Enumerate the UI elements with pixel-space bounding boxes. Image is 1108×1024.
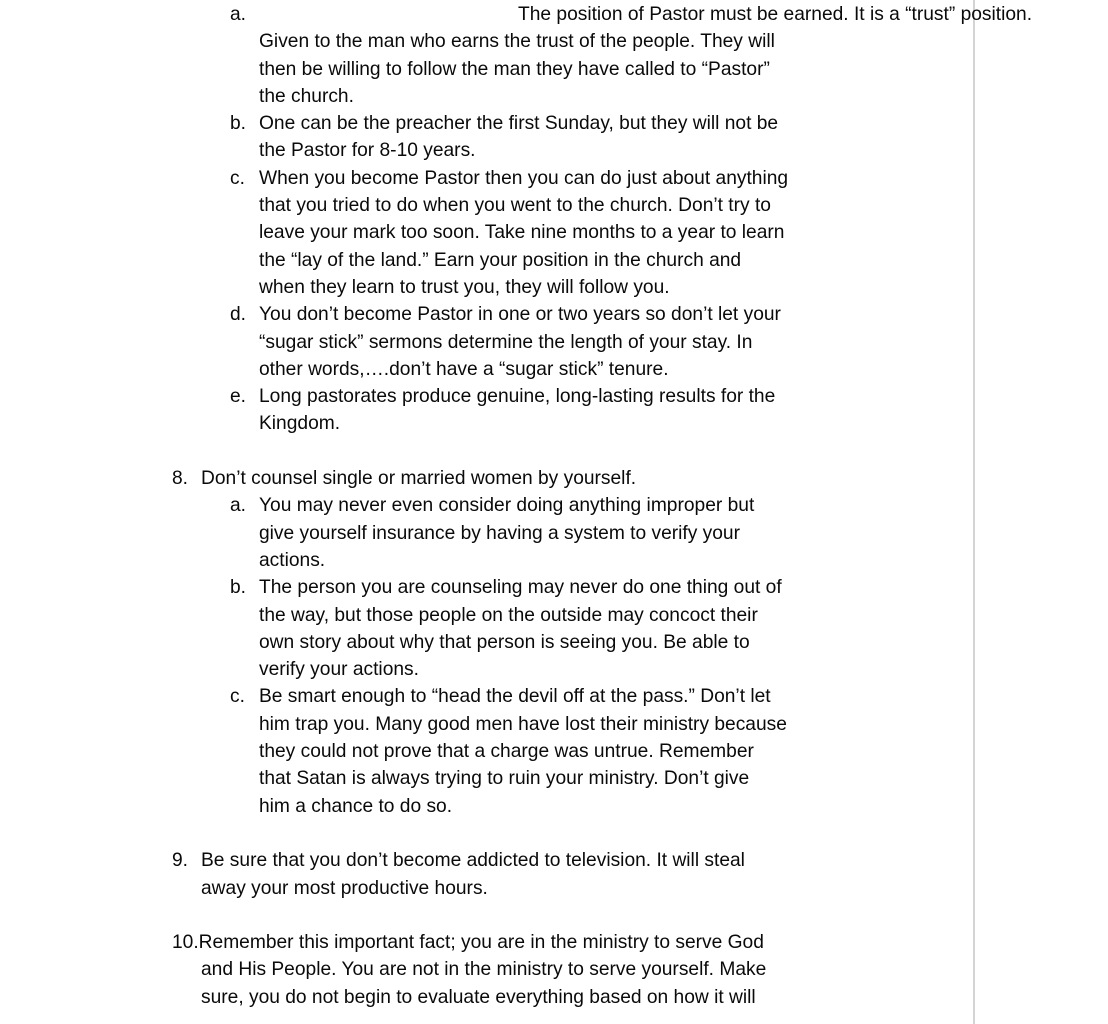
list-item-8c: [0, 683, 975, 819]
list-item-text: [259, 1, 1033, 110]
text-line: Be sure that you don’t become addicted to television. It will steal: [201, 850, 745, 872]
text-line: Given to the man who earns the trust of the people. They will: [259, 31, 775, 53]
text-line: and His People. You are not in the ministry to serve yourself. Make: [201, 959, 767, 981]
list-item-text: [259, 383, 849, 438]
list-marker: 8.: [172, 468, 189, 490]
list-marker: b.: [230, 113, 247, 135]
paragraph-gap: [0, 902, 975, 929]
list-item-9: [0, 847, 975, 902]
text-line: You don’t become Pastor in one or two years so don’t let your: [259, 304, 781, 326]
text-line: Kingdom.: [259, 413, 341, 435]
text-line: that you tried to do when you went to the church. Don’t try to: [259, 195, 771, 217]
list-marker: c.: [230, 167, 245, 189]
text-line: away your most productive hours.: [201, 877, 488, 899]
list-item-8b: [0, 574, 975, 683]
text-line: sure, you do not begin to evaluate everything based on how it will: [201, 986, 756, 1008]
list-item-7d: [0, 301, 975, 383]
list-item-7b: [0, 110, 975, 165]
text-line: One can be the preacher the first Sunday, but they will not be: [259, 113, 779, 135]
text-line: then be willing to follow the man they have called to “Pastor”: [259, 58, 770, 80]
text-line: You may never even consider doing anything improper but: [259, 495, 755, 517]
list-marker: e.: [230, 386, 247, 408]
text-line: they could not prove that a charge was untrue. Remember: [259, 741, 754, 763]
text-line: the “lay of the land.” Earn your position in the church and: [259, 249, 742, 271]
text-line: When you become Pastor then you can do just about anything: [259, 167, 789, 189]
list-item-text: [259, 683, 849, 819]
paragraph-gap: [0, 820, 975, 847]
document-body: [0, 1, 1033, 1011]
text-line: verify your actions.: [259, 659, 419, 681]
list-marker: a.: [230, 495, 247, 517]
list-item-7a: [0, 1, 1033, 110]
list-marker: a.: [230, 4, 247, 25]
list-item-8a: [0, 492, 975, 574]
list-item-text: Don’t counsel single or married women by yourself.: [201, 468, 637, 490]
text-line: when they learn to trust you, they will follow you.: [259, 276, 670, 298]
text-line: the Pastor for 8-10 years.: [259, 140, 476, 162]
text-line: actions.: [259, 549, 326, 571]
list-item-text: [259, 301, 849, 383]
text-line: own story about why that person is seeing you. Be able to: [259, 631, 750, 653]
list-item-8: [0, 465, 975, 492]
list-item-text: [259, 492, 849, 574]
list-item-7c: [0, 165, 975, 301]
text-line: him trap you. Many good men have lost their ministry because: [259, 713, 787, 735]
list-item-text: [259, 110, 849, 165]
paragraph-gap: [0, 438, 975, 465]
text-line: give yourself insurance by having a system to verify your: [259, 522, 740, 544]
text-line: leave your mark too soon. Take nine months to a year to learn: [259, 222, 785, 244]
list-item-10: [0, 929, 975, 1011]
text-line: the church.: [259, 85, 354, 107]
text-line: Be smart enough to “head the devil off at the pass.” Don’t let: [259, 686, 771, 708]
list-marker: c.: [230, 686, 245, 708]
list-item-text: [259, 574, 849, 683]
text-line: “sugar stick” sermons determine the length of your stay. In: [259, 331, 753, 353]
list-marker: 9.: [172, 850, 189, 872]
list-marker: d.: [230, 304, 247, 326]
text-line: Long pastorates produce genuine, long-lasting results for the: [259, 386, 776, 408]
list-item-7e: [0, 383, 975, 438]
text-line: the way, but those people on the outside may concoct their: [259, 604, 758, 626]
text-line: other words,….don’t have a “sugar stick” tenure.: [259, 358, 669, 380]
text-line: him a chance to do so.: [259, 795, 453, 817]
list-item-text: [259, 165, 849, 301]
list-item-text: [201, 847, 851, 902]
list-marker: b.: [230, 577, 247, 599]
list-item-first-line: 10.Remember this important fact; you are in the ministry to serve God: [172, 932, 764, 954]
text-line: that Satan is always trying to ruin your ministry. Don’t give: [259, 768, 750, 790]
text-line: The person you are counseling may never do one thing out of: [259, 577, 782, 599]
text-line: The position of Pastor must be earned. It is a “trust” position.: [518, 4, 1033, 25]
